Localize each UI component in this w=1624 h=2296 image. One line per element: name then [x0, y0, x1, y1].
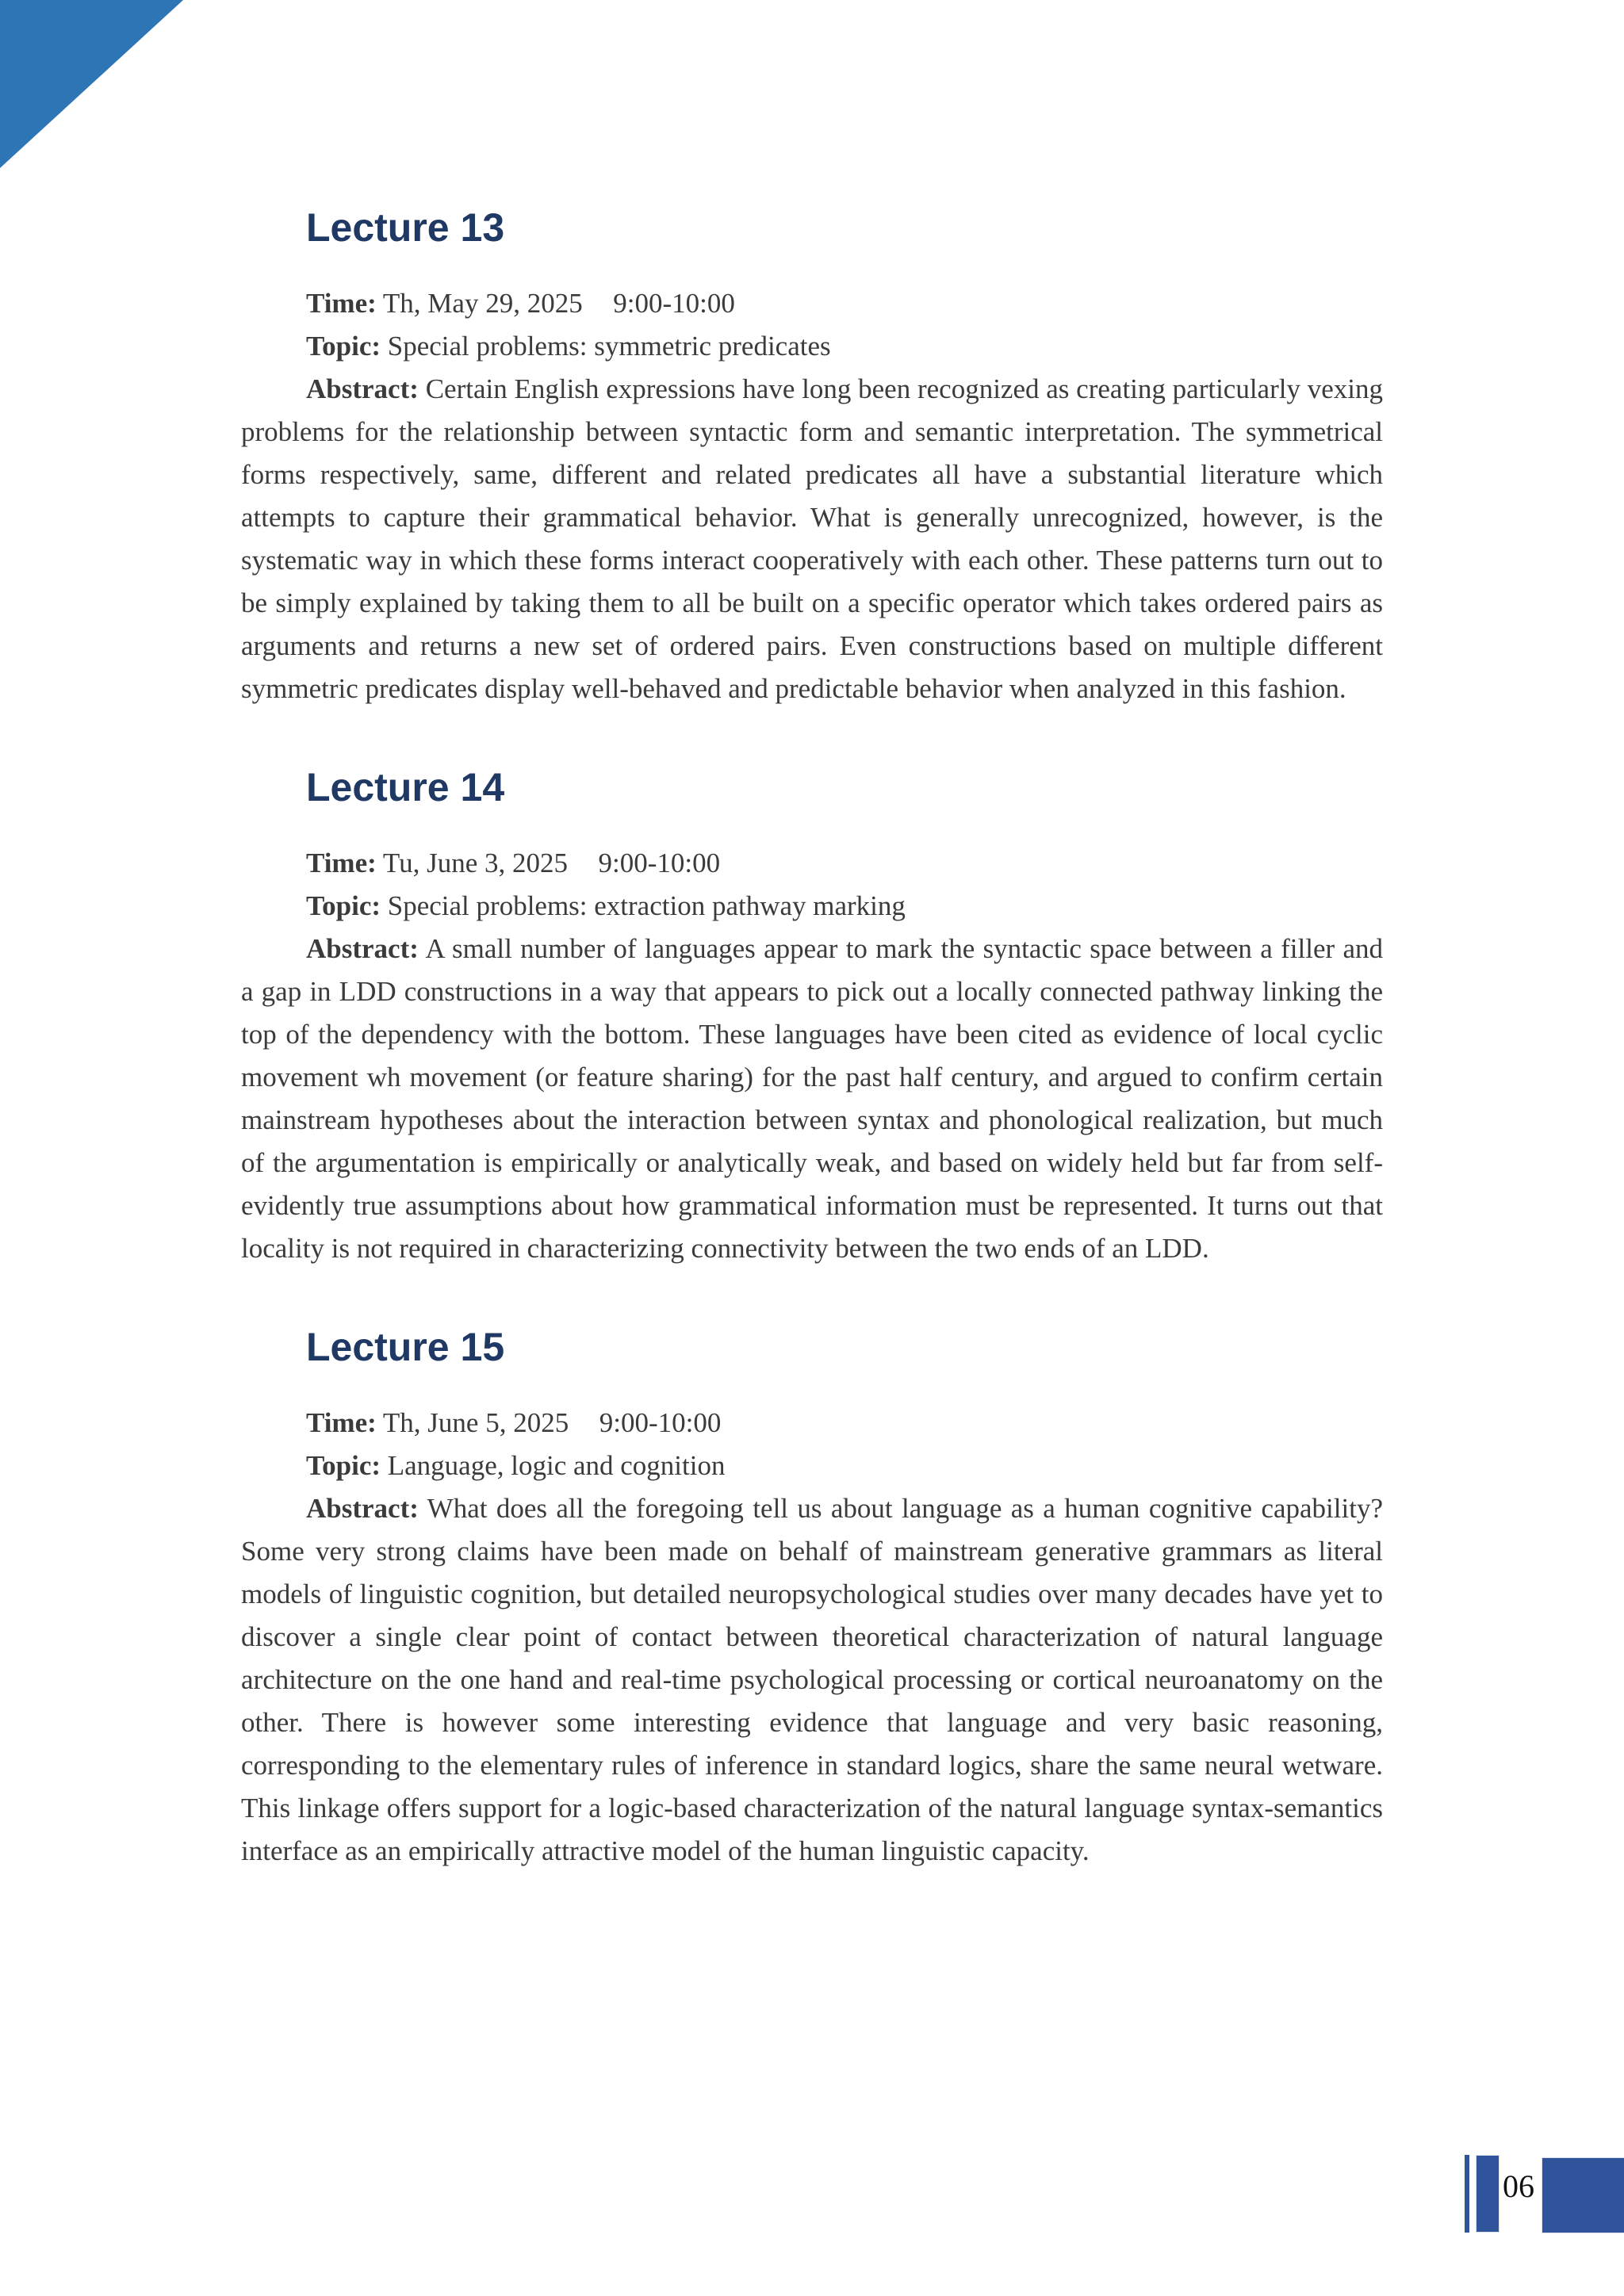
lecture-13-heading: Lecture 13 [306, 205, 505, 250]
time-label: Time: [306, 848, 377, 878]
time-range: 9:00-10:00 [598, 848, 721, 878]
abstract-label: Abstract: [306, 933, 419, 964]
abstract-label: Abstract: [306, 373, 419, 404]
topic-text: Special problems: extraction pathway marking [387, 890, 906, 921]
lecture-13-section [241, 205, 1384, 710]
lecture-15-section [241, 1327, 1383, 1873]
lecture-13-topic-line [241, 325, 1383, 368]
lecture-15-abstract [241, 1487, 1383, 1873]
lecture-14-topic-line [241, 885, 1383, 928]
time-label: Time: [306, 1407, 377, 1438]
topic-label: Topic: [306, 890, 381, 921]
lecture-15-heading: Lecture 15 [306, 1325, 505, 1369]
time-date: Tu, June 3, 2025 [382, 848, 568, 878]
topic-label: Topic: [306, 1450, 381, 1481]
lecture-14-section [241, 767, 1383, 1270]
footer-thick-bar [1476, 2155, 1500, 2233]
lecture-13-abstract [241, 368, 1383, 710]
time-date: Th, June 5, 2025 [382, 1407, 569, 1438]
lecture-15-time-line [241, 1402, 1383, 1445]
time-range: 9:00-10:00 [613, 288, 735, 319]
abstract-text: Certain English expressions have long been recognized as creating particularly vexing problems for the relationship between syntactic form and semantic interpretation. The symmetrical forms respectively, same, different and related predicates all have a substantial literature which attempts to capture their grammatical behavior. What is generally unrecognized, however, is the systematic way in which these forms interact cooperatively with each other. These patterns turn out to be simply explained by taking them to all be built on a specific operator which takes ordered pairs as arguments and returns a new set of ordered pairs. Even constructions based on multiple different symmetric predicates display well-behaved and predictable behavior when analyzed in this fashion. [241, 373, 1384, 704]
abstract-label: Abstract: [306, 1493, 419, 1524]
footer-block-bar [1542, 2157, 1624, 2233]
abstract-text: What does all the foregoing tell us about language as a human cognitive capability? Some very strong claims have been made on behalf of mainstream generative grammars as literal models of linguistic cognition, but detailed neuropsychological studies over many decades have yet to discover a single clear point of contact between theoretical characterization of natural language architecture on the one hand and real-time psychological processing or cortical neuroanatomy on the other. There is however some interesting evidence that language and very basic reasoning, corresponding to the elementary rules of inference in standard logics, share the same neural wetware. This linkage offers support for a logic-based characterization of the natural language syntax-semantics interface as an empirically attractive model of the human linguistic capacity. [241, 1493, 1383, 1866]
lecture-14-time-line [241, 842, 1383, 885]
footer-thin-bar [1465, 2155, 1469, 2233]
time-range: 9:00-10:00 [599, 1407, 722, 1438]
lecture-14-heading: Lecture 14 [306, 765, 505, 809]
time-label: Time: [306, 288, 377, 319]
topic-label: Topic: [306, 331, 381, 362]
page-number: 06 [1503, 2168, 1534, 2204]
time-date: Th, May 29, 2025 [382, 288, 583, 319]
lecture-15-topic-line [241, 1445, 1383, 1487]
lecture-13-time-line [241, 282, 1383, 325]
topic-text: Language, logic and cognition [387, 1450, 726, 1481]
topic-text: Special problems: symmetric predicates [387, 331, 831, 362]
lecture-14-abstract [241, 928, 1383, 1270]
abstract-text: A small number of languages appear to mark the syntactic space between a filler and a gap in LDD constructions in a way that appears to pick out a locally connected pathway linking the top of the dependency with the bottom. These languages have been cited as evidence of local cyclic movement wh movement (or feature sharing) for the past half century, and argued to confirm certain mainstream hypotheses about the interaction between syntax and phonological realization, but much of the argumentation is empirically or analytically weak, and based on widely held but far from self-evidently true assumptions about how grammatical information must be represented. It turns out that locality is not required in characterizing connectivity between the two ends of an LDD. [241, 933, 1383, 1264]
